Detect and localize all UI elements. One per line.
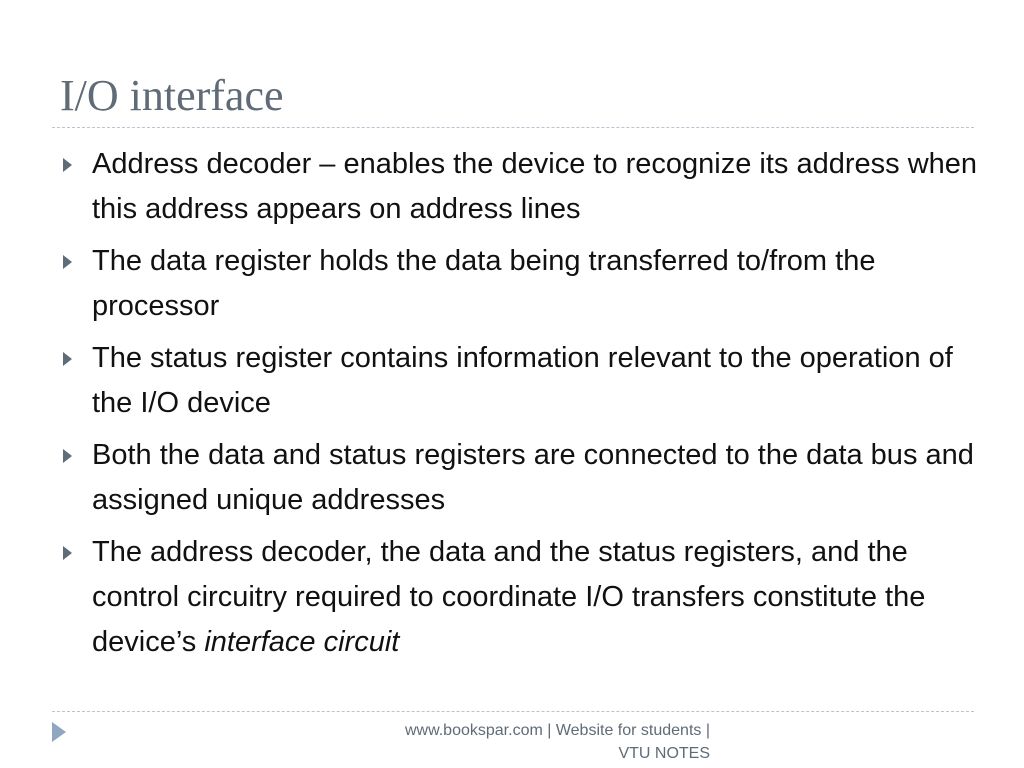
footer-triangle-icon xyxy=(52,722,66,742)
bullet-triangle-icon xyxy=(63,255,72,269)
bullet-item xyxy=(60,142,980,232)
bullet-triangle-icon xyxy=(63,546,72,560)
bullet-emphasis-text: interface circuit xyxy=(204,626,400,658)
title-divider xyxy=(52,127,974,128)
bullet-item xyxy=(60,336,980,426)
bullet-triangle-icon xyxy=(63,352,72,366)
bullet-item xyxy=(60,239,980,329)
bullet-text: The address decoder, the data and the status registers, and the control circuitry required to coordinate I/O transfers constitute the device’s xyxy=(92,536,926,658)
bullet-triangle-icon xyxy=(63,158,72,172)
bullet-list xyxy=(60,142,980,672)
footer-divider xyxy=(52,711,974,712)
bullet-text: The status register contains information relevant to the operation of the I/O device xyxy=(92,342,953,419)
footer-text xyxy=(290,719,710,765)
footer-line-2: VTU NOTES xyxy=(618,745,710,762)
bullet-text: The data register holds the data being transferred to/from the processor xyxy=(92,245,876,322)
slide-title: I/O interface xyxy=(60,71,284,120)
bullet-item xyxy=(60,530,980,665)
bullet-triangle-icon xyxy=(63,449,72,463)
footer-line-1: www.bookspar.com | Website for students | xyxy=(404,722,710,739)
bullet-text: Both the data and status registers are connected to the data bus and assigned unique addresses xyxy=(92,439,974,516)
bullet-item xyxy=(60,433,980,523)
bullet-text: Address decoder – enables the device to recognize its address when this address appears on address lines xyxy=(92,148,978,225)
